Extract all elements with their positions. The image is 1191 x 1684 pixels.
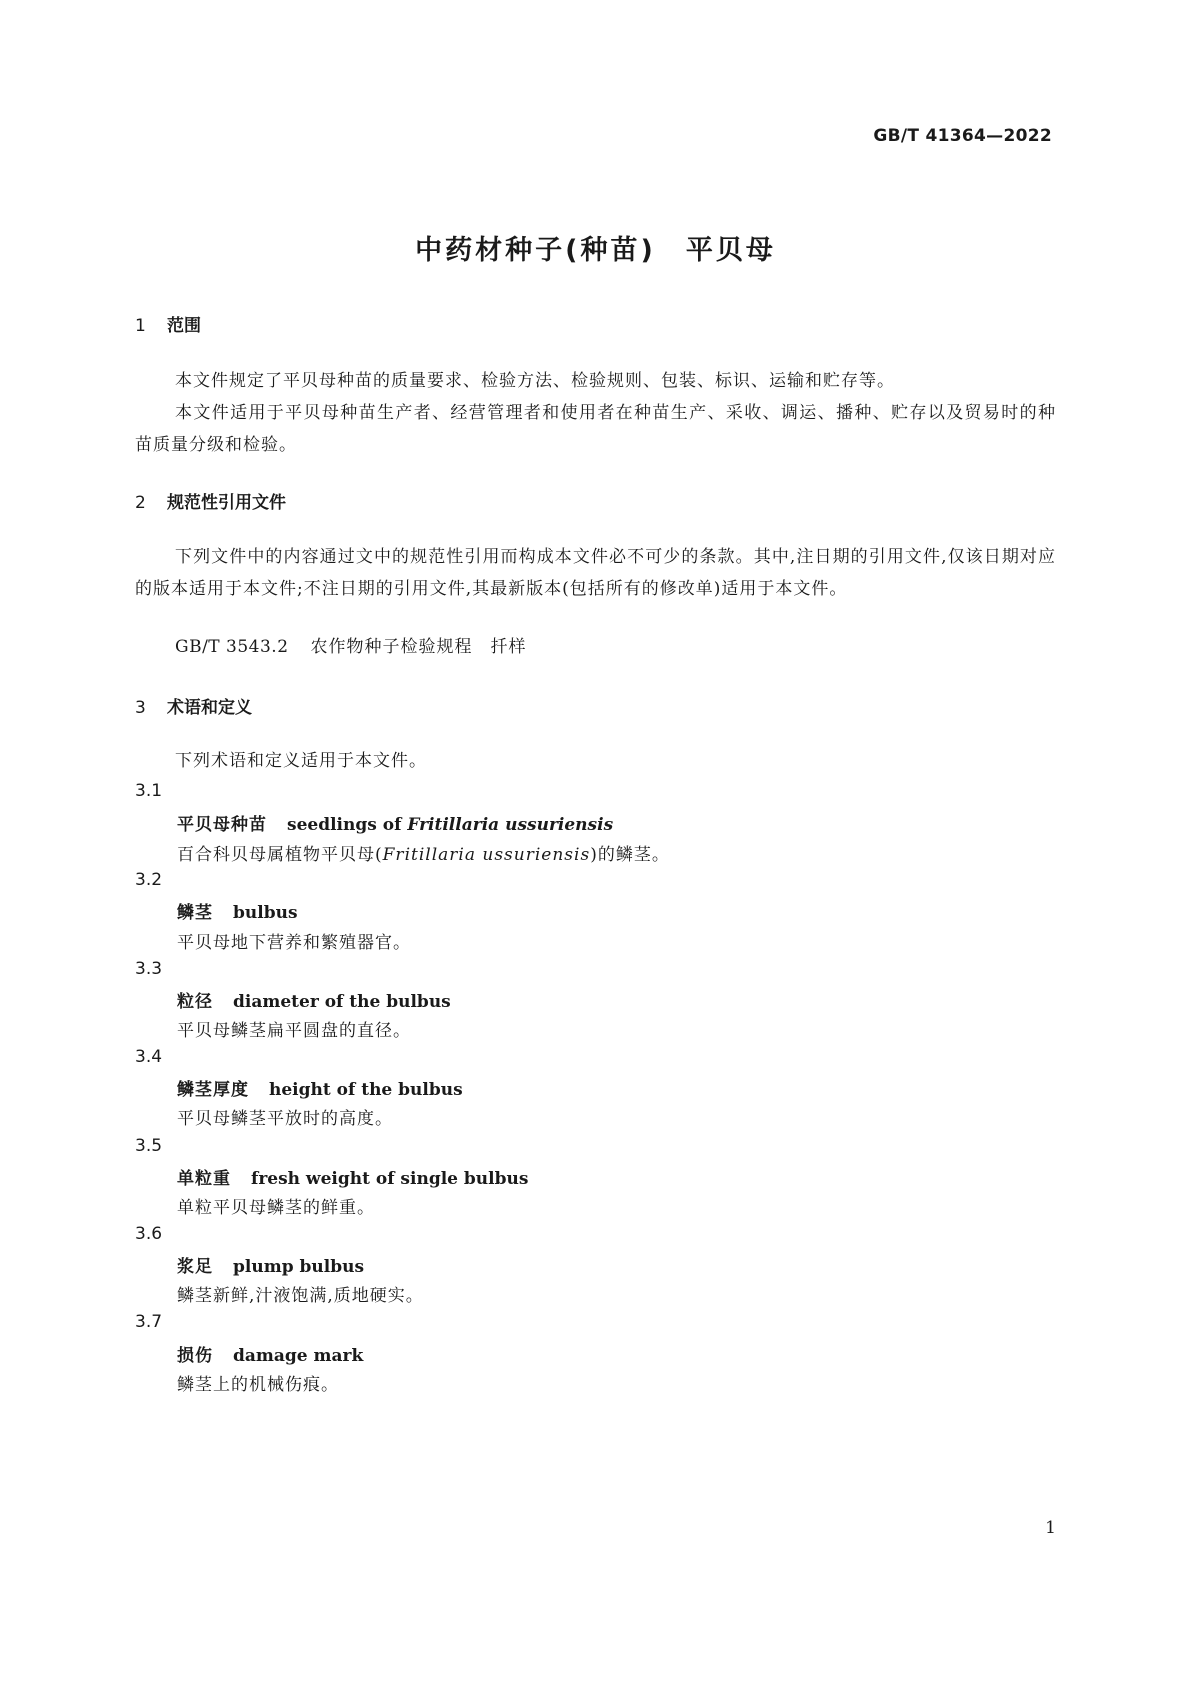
section-2-heading [135,488,286,513]
term-definition: 平贝母鳞茎平放时的高度。 [177,1109,393,1129]
section-3-heading [135,693,252,718]
section-1-heading [135,311,201,336]
term-number: 3.5 [135,1136,163,1156]
term-definition: 单粒平贝母鳞茎的鲜重。 [177,1198,375,1218]
term-number: 3.1 [135,781,163,801]
term-number: 3.2 [135,870,163,890]
section-title: 范围 [167,316,201,336]
term-english: damage mark [233,1346,364,1366]
term-english: bulbus [233,903,298,923]
term-chinese: 鳞茎 [177,903,213,923]
term-chinese: 单粒重 [177,1169,231,1189]
standard-code: GB/T 41364—2022 [873,126,1052,146]
section-title: 术语和定义 [167,698,252,718]
term-chinese: 损伤 [177,1346,213,1366]
term-entry [177,1252,364,1277]
term-chinese: 平贝母种苗 [177,815,267,835]
term-definition [177,840,670,865]
normative-reference [175,632,527,657]
reference-title: 农作物种子检验规程 扦样 [310,637,527,657]
reference-code: GB/T 3543.2 [175,637,289,657]
section-1-paragraph-2: 本文件适用于平贝母种苗生产者、经营管理者和使用者在种苗生产、采收、调运、播种、贮存以及贸易时的种苗质量分级和检验。 [135,403,1056,455]
term-english-italic: Fritillaria ussuriensis [407,815,614,835]
term-english-prefix: seedlings of [287,815,408,835]
term-entry [177,987,451,1012]
section-number: 2 [135,493,146,513]
term-chinese: 粒径 [177,992,213,1012]
document-title: 中药材种子(种苗) 平贝母 [415,235,776,266]
term-chinese: 浆足 [177,1257,213,1277]
term-chinese: 鳞茎厚度 [177,1080,249,1100]
term-english: plump bulbus [233,1257,365,1277]
term-english: height of the bulbus [269,1080,463,1100]
term-definition: 鳞茎上的机械伤痕。 [177,1375,339,1395]
definition-italic: Fritillaria ussuriensis [382,845,591,865]
term-definition: 鳞茎新鲜,汁液饱满,质地硬实。 [177,1286,424,1306]
section-number: 1 [135,316,146,336]
term-english: diameter of the bulbus [233,992,451,1012]
term-entry [177,898,298,923]
page-number: 1 [1045,1518,1056,1538]
section-2-paragraph-1: 下列文件中的内容通过文中的规范性引用而构成本文件必不可少的条款。其中,注日期的引用文件,仅该日期对应的版本适用于本文件;不注日期的引用文件,其最新版本(包括所有的修改单)适用于本文件。 [135,547,1056,599]
section-1-paragraph-1: 本文件规定了平贝母种苗的质量要求、检验方法、检验规则、包装、标识、运输和贮存等。 [175,371,895,391]
term-english: fresh weight of single bulbus [251,1169,529,1189]
term-definition: 平贝母鳞茎扁平圆盘的直径。 [177,1021,411,1041]
term-entry [177,1164,528,1189]
term-entry [177,1341,363,1366]
definition-suffix: )的鳞茎。 [590,845,670,865]
definition-prefix: 百合科贝母属植物平贝母( [177,845,383,865]
term-entry [177,810,613,835]
term-number: 3.3 [135,959,163,979]
section-3-intro: 下列术语和定义适用于本文件。 [175,751,427,771]
section-title: 规范性引用文件 [167,493,286,513]
term-number: 3.6 [135,1224,163,1244]
term-number: 3.4 [135,1047,163,1067]
section-number: 3 [135,698,146,718]
term-number: 3.7 [135,1312,163,1332]
term-definition: 平贝母地下营养和繁殖器官。 [177,933,411,953]
term-english [287,815,613,835]
term-entry [177,1075,463,1100]
